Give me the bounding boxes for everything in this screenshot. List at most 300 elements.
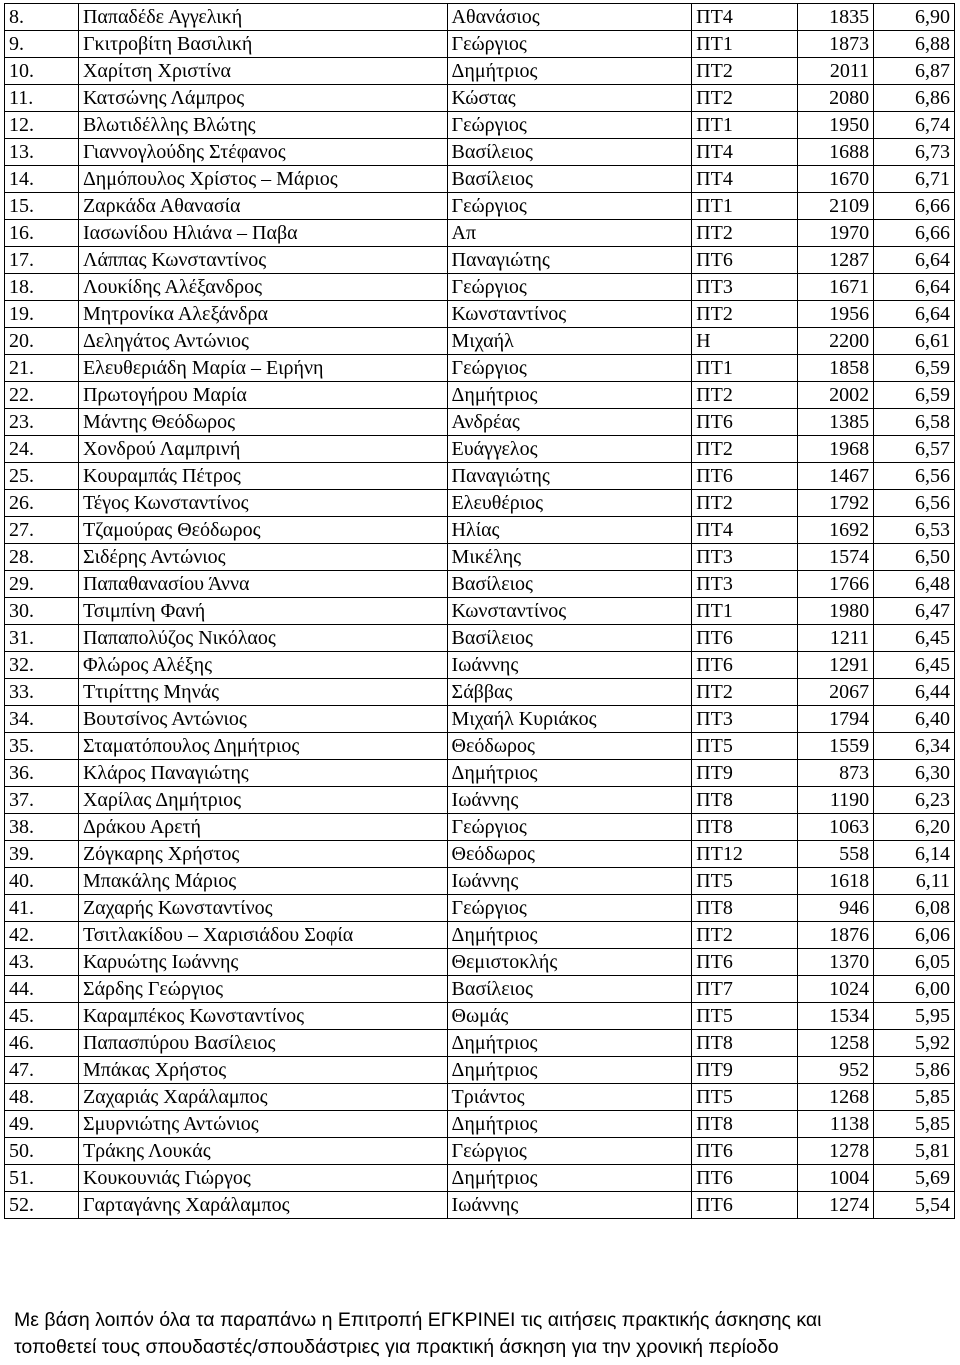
father-name-cell: Ανδρέας [447, 409, 692, 436]
student-id-cell: 1950 [797, 112, 873, 139]
table-row [5, 544, 955, 571]
student-name-cell: Κατσώνης Λάμπρος [78, 85, 447, 112]
grade-cell: 6,30 [874, 760, 955, 787]
table-row [5, 571, 955, 598]
table-row [5, 436, 955, 463]
department-cell: ΠΤ1 [692, 355, 798, 382]
student-name-cell: Κλάρος Παναγιώτης [78, 760, 447, 787]
grade-cell: 6,56 [874, 463, 955, 490]
student-id-cell: 558 [797, 841, 873, 868]
grade-cell: 6,61 [874, 328, 955, 355]
grade-cell: 6,58 [874, 409, 955, 436]
table-row [5, 1165, 955, 1192]
row-number-cell: 34. [5, 706, 79, 733]
grade-cell: 6,74 [874, 112, 955, 139]
father-name-cell: Γεώργιος [447, 31, 692, 58]
row-number-cell: 45. [5, 1003, 79, 1030]
grade-cell: 5,95 [874, 1003, 955, 1030]
student-name-cell: Κουραμπάς Πέτρος [78, 463, 447, 490]
row-number-cell: 38. [5, 814, 79, 841]
grade-cell: 5,85 [874, 1084, 955, 1111]
father-name-cell: Ιωάννης [447, 787, 692, 814]
table-row [5, 463, 955, 490]
grade-cell: 6,20 [874, 814, 955, 841]
department-cell: ΠΤ3 [692, 274, 798, 301]
student-id-cell: 1858 [797, 355, 873, 382]
row-number-cell: 16. [5, 220, 79, 247]
grade-cell: 6,34 [874, 733, 955, 760]
student-name-cell: Σταματόπουλος Δημήτριος [78, 733, 447, 760]
table-row [5, 787, 955, 814]
row-number-cell: 33. [5, 679, 79, 706]
table-row [5, 1003, 955, 1030]
row-number-cell: 19. [5, 301, 79, 328]
student-id-cell: 873 [797, 760, 873, 787]
student-name-cell: Σάρδης Γεώργιος [78, 976, 447, 1003]
department-cell: ΠΤ6 [692, 1165, 798, 1192]
father-name-cell: Δημήτριος [447, 760, 692, 787]
father-name-cell: Παναγιώτης [447, 463, 692, 490]
student-name-cell: Δράκου Αρετή [78, 814, 447, 841]
table-row [5, 85, 955, 112]
row-number-cell: 27. [5, 517, 79, 544]
father-name-cell: Δημήτριος [447, 382, 692, 409]
student-name-cell: Λουκίδης Αλέξανδρος [78, 274, 447, 301]
father-name-cell: Κωνσταντίνος [447, 598, 692, 625]
grade-cell: 6,57 [874, 436, 955, 463]
student-id-cell: 1024 [797, 976, 873, 1003]
student-name-cell: Ιασωνίδου Ηλιάνα – Παβα [78, 220, 447, 247]
footer-line-2: τοποθετεί τους σπουδαστές/σπουδάστριες για πρακτική άσκηση για την χρονική περίοδο [14, 1336, 779, 1358]
father-name-cell: Γεώργιος [447, 1138, 692, 1165]
row-number-cell: 49. [5, 1111, 79, 1138]
student-name-cell: Ζαχαρής Κωνσταντίνος [78, 895, 447, 922]
student-id-cell: 2011 [797, 58, 873, 85]
department-cell: ΠΤ6 [692, 409, 798, 436]
student-id-cell: 1370 [797, 949, 873, 976]
student-id-cell: 1618 [797, 868, 873, 895]
table-row [5, 490, 955, 517]
student-id-cell: 1534 [797, 1003, 873, 1030]
student-id-cell: 1385 [797, 409, 873, 436]
department-cell: ΠΤ2 [692, 301, 798, 328]
student-name-cell: Μάντης Θεόδωρος [78, 409, 447, 436]
department-cell: ΠΤ8 [692, 1111, 798, 1138]
father-name-cell: Σάββας [447, 679, 692, 706]
department-cell: ΠΤ6 [692, 652, 798, 679]
department-cell: ΠΤ4 [692, 517, 798, 544]
grade-cell: 6,40 [874, 706, 955, 733]
grade-cell: 6,50 [874, 544, 955, 571]
department-cell: ΠΤ8 [692, 895, 798, 922]
student-id-cell: 1670 [797, 166, 873, 193]
father-name-cell: Θεόδωρος [447, 841, 692, 868]
grade-cell: 6,00 [874, 976, 955, 1003]
father-name-cell: Δημήτριος [447, 922, 692, 949]
row-number-cell: 22. [5, 382, 79, 409]
student-id-cell: 1835 [797, 4, 873, 31]
father-name-cell: Ηλίας [447, 517, 692, 544]
student-id-cell: 946 [797, 895, 873, 922]
grade-cell: 6,06 [874, 922, 955, 949]
row-number-cell: 29. [5, 571, 79, 598]
row-number-cell: 28. [5, 544, 79, 571]
row-number-cell: 21. [5, 355, 79, 382]
student-name-cell: Καραμπέκος Κωνσταντίνος [78, 1003, 447, 1030]
student-name-cell: Δεληγάτος Αντώνιος [78, 328, 447, 355]
table-row [5, 814, 955, 841]
student-name-cell: Τέγος Κωνσταντίνος [78, 490, 447, 517]
grade-cell: 6,08 [874, 895, 955, 922]
table-row [5, 895, 955, 922]
father-name-cell: Δημήτριος [447, 1165, 692, 1192]
table-row [5, 760, 955, 787]
row-number-cell: 30. [5, 598, 79, 625]
table-row [5, 4, 955, 31]
student-name-cell: Καρυώτης Ιωάννης [78, 949, 447, 976]
table-row [5, 1084, 955, 1111]
grade-cell: 6,66 [874, 193, 955, 220]
row-number-cell: 36. [5, 760, 79, 787]
student-id-cell: 1671 [797, 274, 873, 301]
department-cell: Η [692, 328, 798, 355]
father-name-cell: Μικέλης [447, 544, 692, 571]
student-name-cell: Τζαμούρας Θεόδωρος [78, 517, 447, 544]
student-id-cell: 1287 [797, 247, 873, 274]
student-id-cell: 1190 [797, 787, 873, 814]
student-id-cell: 1274 [797, 1192, 873, 1219]
department-cell: ΠΤ12 [692, 841, 798, 868]
grade-cell: 5,69 [874, 1165, 955, 1192]
student-id-cell: 2002 [797, 382, 873, 409]
student-name-cell: Γκιτροβίτη Βασιλική [78, 31, 447, 58]
father-name-cell: Δημήτριος [447, 1111, 692, 1138]
father-name-cell: Αθανάσιος [447, 4, 692, 31]
grade-cell: 6,64 [874, 274, 955, 301]
grade-cell: 5,86 [874, 1057, 955, 1084]
grade-cell: 6,14 [874, 841, 955, 868]
grade-cell: 5,54 [874, 1192, 955, 1219]
grade-cell: 6,05 [874, 949, 955, 976]
row-number-cell: 9. [5, 31, 79, 58]
student-id-cell: 1138 [797, 1111, 873, 1138]
student-id-cell: 1688 [797, 139, 873, 166]
student-id-cell: 1559 [797, 733, 873, 760]
student-name-cell: Γιαννογλούδης Στέφανος [78, 139, 447, 166]
student-id-cell: 1873 [797, 31, 873, 58]
father-name-cell: Ιωάννης [447, 1192, 692, 1219]
student-name-cell: Τράκης Λουκάς [78, 1138, 447, 1165]
table-row [5, 679, 955, 706]
student-id-cell: 1956 [797, 301, 873, 328]
student-name-cell: Μπακάλης Μάριος [78, 868, 447, 895]
grade-cell: 6,56 [874, 490, 955, 517]
student-id-cell: 2109 [797, 193, 873, 220]
table-row [5, 1111, 955, 1138]
student-name-cell: Μητρονίκα Αλεξάνδρα [78, 301, 447, 328]
department-cell: ΠΤ2 [692, 58, 798, 85]
department-cell: ΠΤ8 [692, 1030, 798, 1057]
student-id-cell: 1278 [797, 1138, 873, 1165]
student-name-cell: Δημόπουλος Χρίστος – Μάριος [78, 166, 447, 193]
row-number-cell: 13. [5, 139, 79, 166]
father-name-cell: Τριάντος [447, 1084, 692, 1111]
row-number-cell: 8. [5, 4, 79, 31]
father-name-cell: Ιωάννης [447, 652, 692, 679]
department-cell: ΠΤ2 [692, 436, 798, 463]
student-id-cell: 1792 [797, 490, 873, 517]
student-name-cell: Ττιρίττης Μηνάς [78, 679, 447, 706]
table-row [5, 706, 955, 733]
table-row [5, 625, 955, 652]
student-name-cell: Βλωτιδέλλης Βλώτης [78, 112, 447, 139]
father-name-cell: Βασίλειος [447, 571, 692, 598]
department-cell: ΠΤ1 [692, 112, 798, 139]
department-cell: ΠΤ9 [692, 1057, 798, 1084]
department-cell: ΠΤ3 [692, 544, 798, 571]
table-row [5, 652, 955, 679]
table-row [5, 598, 955, 625]
row-number-cell: 26. [5, 490, 79, 517]
student-id-cell: 1692 [797, 517, 873, 544]
student-name-cell: Ζόγκαρης Χρήστος [78, 841, 447, 868]
student-id-cell: 1574 [797, 544, 873, 571]
department-cell: ΠΤ1 [692, 31, 798, 58]
student-id-cell: 1970 [797, 220, 873, 247]
father-name-cell: Γεώργιος [447, 193, 692, 220]
row-number-cell: 48. [5, 1084, 79, 1111]
row-number-cell: 37. [5, 787, 79, 814]
father-name-cell: Θωμάς [447, 1003, 692, 1030]
student-name-cell: Τσιμπίνη Φανή [78, 598, 447, 625]
student-id-cell: 1258 [797, 1030, 873, 1057]
father-name-cell: Βασίλειος [447, 976, 692, 1003]
father-name-cell: Ιωάννης [447, 868, 692, 895]
student-name-cell: Ζαρκάδα Αθανασία [78, 193, 447, 220]
table-row [5, 1192, 955, 1219]
table-row [5, 976, 955, 1003]
father-name-cell: Ελευθέριος [447, 490, 692, 517]
row-number-cell: 44. [5, 976, 79, 1003]
row-number-cell: 10. [5, 58, 79, 85]
row-number-cell: 15. [5, 193, 79, 220]
student-id-cell: 1268 [797, 1084, 873, 1111]
table-row [5, 193, 955, 220]
father-name-cell: Απ [447, 220, 692, 247]
department-cell: ΠΤ2 [692, 382, 798, 409]
grade-cell: 6,90 [874, 4, 955, 31]
father-name-cell: Κωνσταντίνος [447, 301, 692, 328]
table-row [5, 139, 955, 166]
father-name-cell: Μιχαήλ [447, 328, 692, 355]
row-number-cell: 25. [5, 463, 79, 490]
grade-cell: 6,64 [874, 247, 955, 274]
footer-paragraph [14, 1307, 954, 1361]
department-cell: ΠΤ6 [692, 247, 798, 274]
row-number-cell: 32. [5, 652, 79, 679]
student-id-cell: 2080 [797, 85, 873, 112]
table-row [5, 1030, 955, 1057]
student-name-cell: Μπάκας Χρήστος [78, 1057, 447, 1084]
department-cell: ΠΤ2 [692, 85, 798, 112]
row-number-cell: 24. [5, 436, 79, 463]
row-number-cell: 31. [5, 625, 79, 652]
grade-cell: 6,64 [874, 301, 955, 328]
father-name-cell: Γεώργιος [447, 112, 692, 139]
grade-cell: 5,85 [874, 1111, 955, 1138]
student-id-cell: 1211 [797, 625, 873, 652]
father-name-cell: Γεώργιος [447, 355, 692, 382]
table-row [5, 922, 955, 949]
table-row [5, 112, 955, 139]
department-cell: ΠΤ4 [692, 166, 798, 193]
table-row [5, 328, 955, 355]
department-cell: ΠΤ9 [692, 760, 798, 787]
table-row [5, 841, 955, 868]
table-row [5, 355, 955, 382]
department-cell: ΠΤ8 [692, 787, 798, 814]
table-row [5, 409, 955, 436]
row-number-cell: 42. [5, 922, 79, 949]
grade-cell: 6,44 [874, 679, 955, 706]
student-id-cell: 1467 [797, 463, 873, 490]
table-row [5, 733, 955, 760]
grade-cell: 6,71 [874, 166, 955, 193]
grade-cell: 6,86 [874, 85, 955, 112]
student-name-cell: Βουτσίνος Αντώνιος [78, 706, 447, 733]
department-cell: ΠΤ5 [692, 1084, 798, 1111]
row-number-cell: 43. [5, 949, 79, 976]
father-name-cell: Βασίλειος [447, 625, 692, 652]
father-name-cell: Κώστας [447, 85, 692, 112]
father-name-cell: Βασίλειος [447, 166, 692, 193]
department-cell: ΠΤ8 [692, 814, 798, 841]
grade-cell: 6,59 [874, 355, 955, 382]
student-name-cell: Παπασπύρου Βασίλειος [78, 1030, 447, 1057]
department-cell: ΠΤ1 [692, 193, 798, 220]
department-cell: ΠΤ2 [692, 490, 798, 517]
father-name-cell: Γεώργιος [447, 895, 692, 922]
grade-cell: 6,47 [874, 598, 955, 625]
student-id-cell: 1980 [797, 598, 873, 625]
student-id-cell: 1063 [797, 814, 873, 841]
father-name-cell: Δημήτριος [447, 58, 692, 85]
row-number-cell: 17. [5, 247, 79, 274]
student-name-cell: Χαρίτση Χριστίνα [78, 58, 447, 85]
father-name-cell: Παναγιώτης [447, 247, 692, 274]
footer-line-1: Με βάση λοιπόν όλα τα παραπάνω η Επιτροπή ΕΓΚΡΙΝΕΙ τις αιτήσεις πρακτικής άσκησης και [14, 1309, 822, 1331]
student-id-cell: 1876 [797, 922, 873, 949]
father-name-cell: Βασίλειος [447, 139, 692, 166]
row-number-cell: 12. [5, 112, 79, 139]
grade-cell: 6,45 [874, 625, 955, 652]
table-row [5, 517, 955, 544]
table-row [5, 58, 955, 85]
row-number-cell: 14. [5, 166, 79, 193]
table-row [5, 1138, 955, 1165]
row-number-cell: 46. [5, 1030, 79, 1057]
student-id-cell: 1766 [797, 571, 873, 598]
grade-cell: 6,73 [874, 139, 955, 166]
department-cell: ΠΤ5 [692, 733, 798, 760]
grade-cell: 6,23 [874, 787, 955, 814]
department-cell: ΠΤ1 [692, 598, 798, 625]
table-row [5, 868, 955, 895]
student-name-cell: Λάππας Κωνσταντίνος [78, 247, 447, 274]
department-cell: ΠΤ6 [692, 1138, 798, 1165]
student-id-cell: 2200 [797, 328, 873, 355]
father-name-cell: Θεμιστοκλής [447, 949, 692, 976]
department-cell: ΠΤ6 [692, 625, 798, 652]
father-name-cell: Δημήτριος [447, 1057, 692, 1084]
row-number-cell: 47. [5, 1057, 79, 1084]
student-name-cell: Ζαχαριάς Χαράλαμπος [78, 1084, 447, 1111]
row-number-cell: 20. [5, 328, 79, 355]
department-cell: ΠΤ5 [692, 1003, 798, 1030]
department-cell: ΠΤ2 [692, 220, 798, 247]
results-table [4, 3, 955, 1219]
student-id-cell: 952 [797, 1057, 873, 1084]
department-cell: ΠΤ2 [692, 922, 798, 949]
student-name-cell: Παπαπολύζος Νικόλαος [78, 625, 447, 652]
grade-cell: 6,59 [874, 382, 955, 409]
student-name-cell: Τσιτλακίδου – Χαρισιάδου Σοφία [78, 922, 447, 949]
row-number-cell: 39. [5, 841, 79, 868]
row-number-cell: 50. [5, 1138, 79, 1165]
department-cell: ΠΤ5 [692, 868, 798, 895]
grade-cell: 6,48 [874, 571, 955, 598]
student-id-cell: 1968 [797, 436, 873, 463]
department-cell: ΠΤ3 [692, 706, 798, 733]
department-cell: ΠΤ4 [692, 139, 798, 166]
student-name-cell: Χαρίλας Δημήτριος [78, 787, 447, 814]
department-cell: ΠΤ2 [692, 679, 798, 706]
row-number-cell: 51. [5, 1165, 79, 1192]
department-cell: ΠΤ3 [692, 571, 798, 598]
row-number-cell: 35. [5, 733, 79, 760]
father-name-cell: Θεόδωρος [447, 733, 692, 760]
student-id-cell: 2067 [797, 679, 873, 706]
table-row [5, 949, 955, 976]
grade-cell: 6,87 [874, 58, 955, 85]
student-name-cell: Παπαθανασίου Άννα [78, 571, 447, 598]
results-table-body [5, 4, 955, 1219]
father-name-cell: Γεώργιος [447, 814, 692, 841]
table-row [5, 166, 955, 193]
table-row [5, 220, 955, 247]
table-row [5, 1057, 955, 1084]
student-name-cell: Γαρταγάνης Χαράλαμπος [78, 1192, 447, 1219]
row-number-cell: 52. [5, 1192, 79, 1219]
department-cell: ΠΤ6 [692, 463, 798, 490]
table-row [5, 274, 955, 301]
student-name-cell: Σιδέρης Αντώνιος [78, 544, 447, 571]
table-row [5, 301, 955, 328]
table-row [5, 382, 955, 409]
department-cell: ΠΤ4 [692, 4, 798, 31]
row-number-cell: 11. [5, 85, 79, 112]
student-name-cell: Ελευθεριάδη Μαρία – Ειρήνη [78, 355, 447, 382]
row-number-cell: 18. [5, 274, 79, 301]
student-id-cell: 1004 [797, 1165, 873, 1192]
father-name-cell: Ευάγγελος [447, 436, 692, 463]
student-name-cell: Κουκουνιάς Γιώργος [78, 1165, 447, 1192]
student-name-cell: Πρωτογήρου Μαρία [78, 382, 447, 409]
grade-cell: 6,66 [874, 220, 955, 247]
student-name-cell: Φλώρος Αλέξης [78, 652, 447, 679]
table-row [5, 247, 955, 274]
grade-cell: 6,45 [874, 652, 955, 679]
